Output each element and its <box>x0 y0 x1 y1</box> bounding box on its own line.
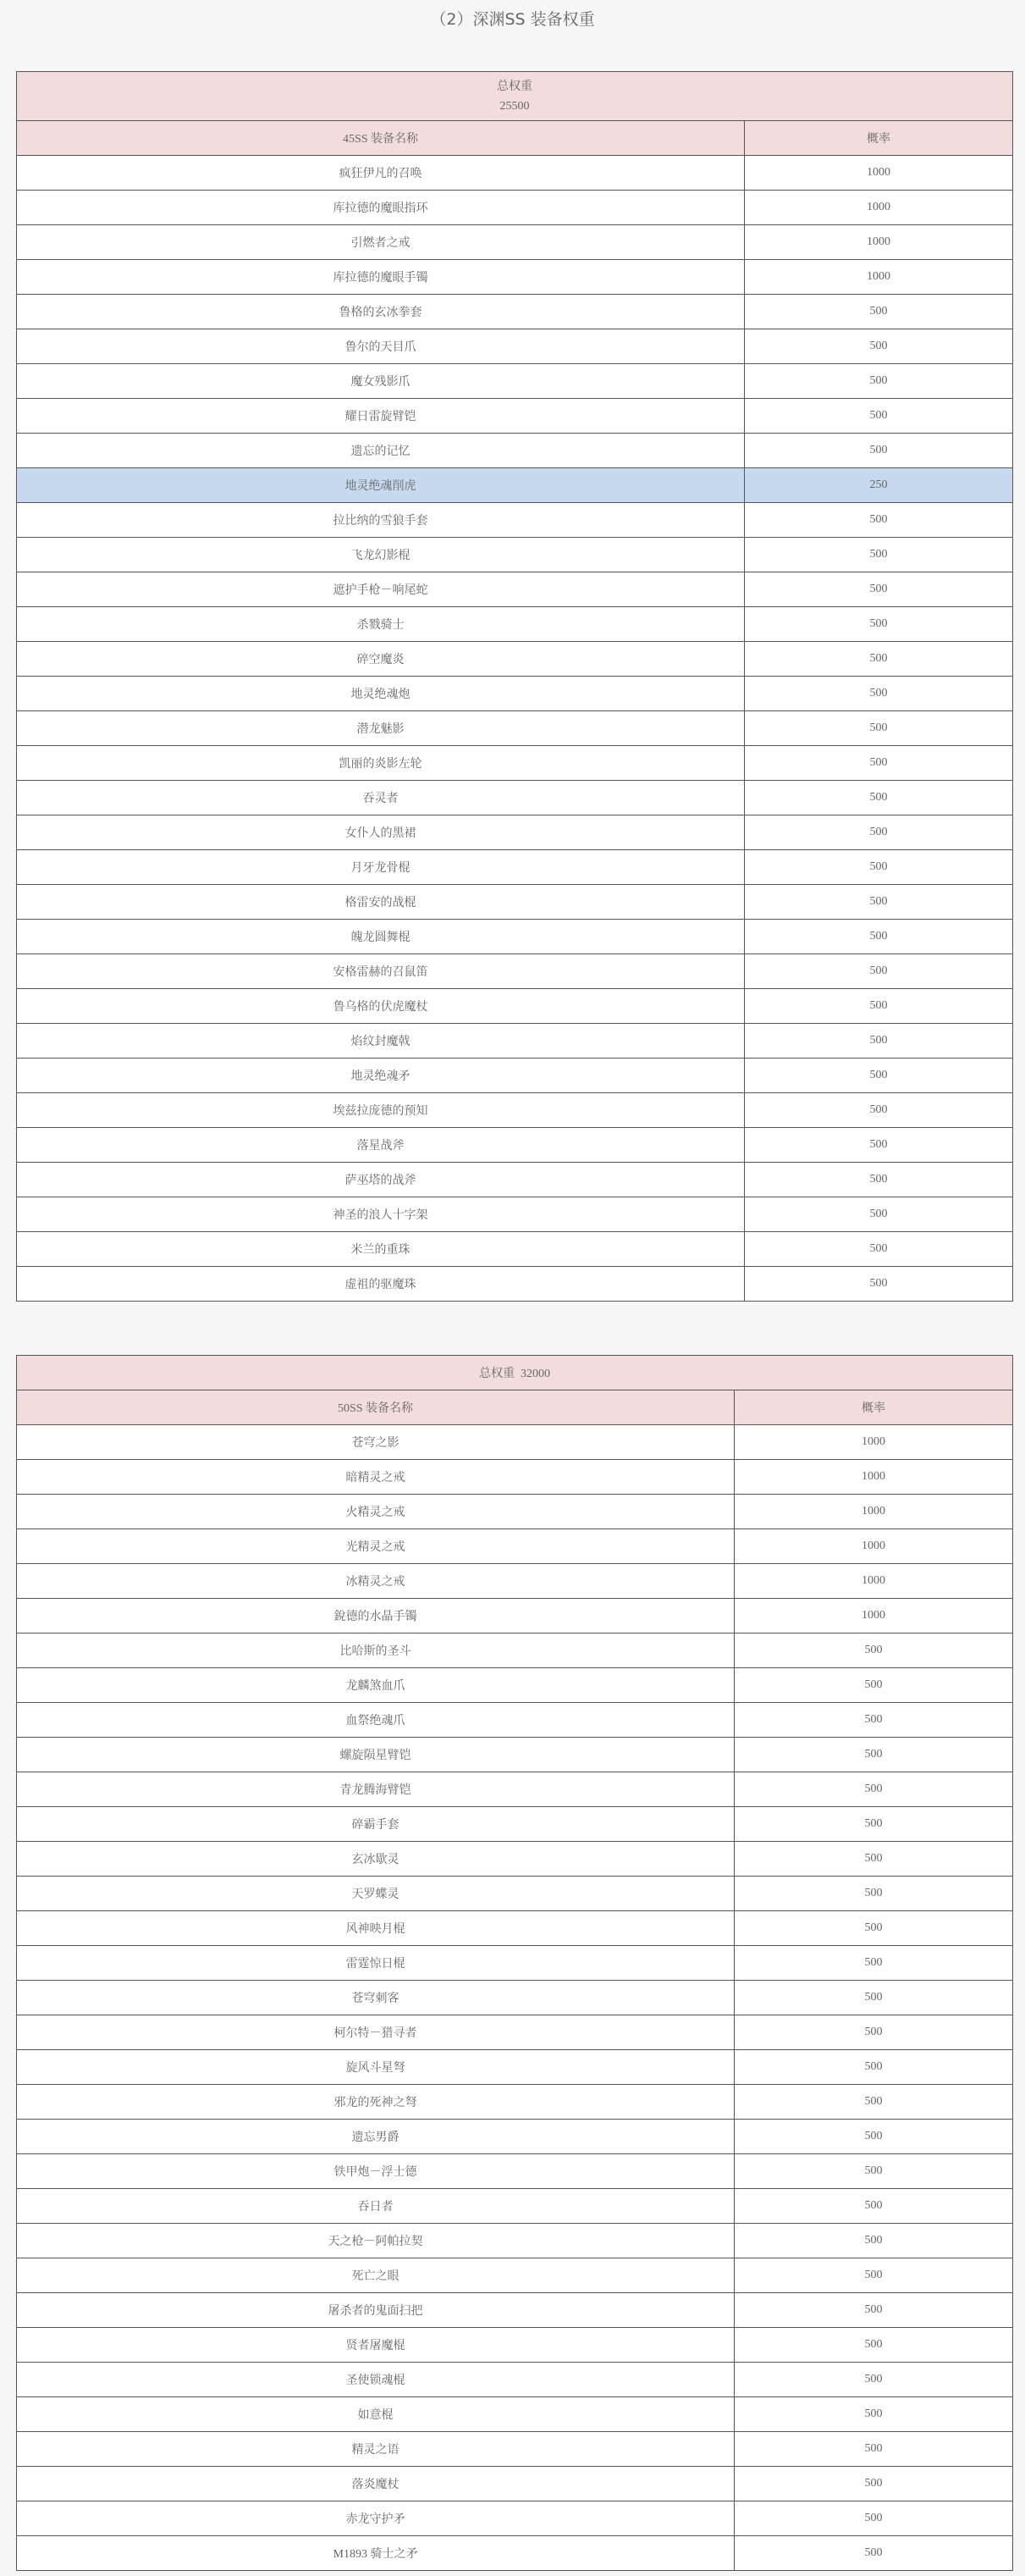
equipment-name: 贤者屠魔棍 <box>17 2328 735 2363</box>
equipment-probability: 500 <box>745 295 1013 329</box>
equipment-probability: 500 <box>745 677 1013 711</box>
table-row <box>17 885 1013 920</box>
table-row <box>17 191 1013 225</box>
table-row <box>17 746 1013 781</box>
equipment-probability: 1000 <box>735 1564 1013 1599</box>
table-row <box>17 399 1013 434</box>
equipment-name: 库拉德的魔眼手镯 <box>17 260 745 295</box>
table-row <box>17 1059 1013 1093</box>
table-row <box>17 572 1013 607</box>
equipment-name: 风神映月棍 <box>17 1911 735 1946</box>
column-header-prob: 概率 <box>735 1390 1013 1425</box>
table-row <box>17 1633 1013 1668</box>
table-row <box>17 1163 1013 1197</box>
equipment-probability: 500 <box>735 1981 1013 2015</box>
equipment-probability: 500 <box>745 1163 1013 1197</box>
equipment-probability: 1000 <box>735 1529 1013 1564</box>
total-weight-label: 总权重 <box>497 80 532 93</box>
table-row <box>17 2293 1013 2328</box>
table-row <box>17 1668 1013 1703</box>
equipment-name: 鲁尔的天目爪 <box>17 329 745 364</box>
equipment-name: 潜龙魅影 <box>17 711 745 746</box>
total-weight-row <box>17 72 1013 121</box>
equipment-name: 冰精灵之戒 <box>17 1564 735 1599</box>
equipment-name: 格雷安的战棍 <box>17 885 745 920</box>
equipment-probability: 500 <box>735 1842 1013 1877</box>
equipment-probability: 1000 <box>745 225 1013 260</box>
equipment-probability: 500 <box>735 2363 1013 2397</box>
equipment-probability: 500 <box>735 1877 1013 1911</box>
equipment-probability: 500 <box>735 2432 1013 2467</box>
equipment-name: 女仆人的黑裙 <box>17 815 745 850</box>
equipment-probability: 500 <box>745 1197 1013 1232</box>
equipment-name: 火精灵之戒 <box>17 1495 735 1529</box>
equipment-probability: 500 <box>745 503 1013 538</box>
table-row <box>17 1128 1013 1163</box>
equipment-probability: 500 <box>735 1772 1013 1807</box>
column-header-row <box>17 1390 1013 1425</box>
equipment-name: 焰纹封魔戟 <box>17 1024 745 1059</box>
table-row <box>17 1024 1013 1059</box>
equipment-probability: 500 <box>735 2189 1013 2224</box>
total-weight-cell <box>17 72 1013 121</box>
page-title: （2）深渊SS 装备权重 <box>430 10 595 29</box>
equipment-probability: 1000 <box>745 191 1013 225</box>
equipment-probability: 500 <box>735 1633 1013 1668</box>
equipment-probability: 500 <box>735 2536 1013 2571</box>
table-row <box>17 2536 1013 2571</box>
equipment-probability: 1000 <box>735 1495 1013 1529</box>
equipment-probability: 500 <box>745 885 1013 920</box>
equipment-name: 疯狂伊凡的召唤 <box>17 156 745 191</box>
equipment-probability: 500 <box>745 1128 1013 1163</box>
table-row <box>17 295 1013 329</box>
equipment-name: 虚祖的驱魔珠 <box>17 1267 745 1302</box>
equipment-probability: 500 <box>745 711 1013 746</box>
table-row <box>17 2397 1013 2432</box>
equipment-name: 圣使锁魂棍 <box>17 2363 735 2397</box>
equipment-probability: 500 <box>745 746 1013 781</box>
table-row <box>17 156 1013 191</box>
table-row <box>17 1267 1013 1302</box>
equipment-name: 拉比纳的雪狼手套 <box>17 503 745 538</box>
table-row <box>17 1197 1013 1232</box>
equipment-name: 血祭绝魂爪 <box>17 1703 735 1738</box>
equipment-name: 精灵之语 <box>17 2432 735 2467</box>
table-row <box>17 2467 1013 2501</box>
table-row <box>17 2120 1013 2154</box>
equipment-name: 安格雷赫的召鼠笛 <box>17 954 745 989</box>
equipment-name: 飞龙幻影棍 <box>17 538 745 572</box>
equipment-name: 地灵绝魂炮 <box>17 677 745 711</box>
equipment-name: 邪龙的死神之弩 <box>17 2085 735 2120</box>
equipment-probability: 500 <box>745 399 1013 434</box>
equipment-probability: 500 <box>745 920 1013 954</box>
equipment-probability: 500 <box>745 364 1013 399</box>
table-row <box>17 225 1013 260</box>
equipment-probability: 500 <box>735 1946 1013 1981</box>
equipment-name: 魔女残影爪 <box>17 364 745 399</box>
equipment-probability: 500 <box>735 2120 1013 2154</box>
table-row <box>17 1093 1013 1128</box>
equipment-probability: 250 <box>745 468 1013 503</box>
table-row <box>17 2015 1013 2050</box>
equipment-probability: 500 <box>735 2258 1013 2293</box>
equipment-probability: 500 <box>735 1668 1013 1703</box>
table-row <box>17 711 1013 746</box>
equipment-probability: 500 <box>745 1232 1013 1267</box>
table-row <box>17 781 1013 815</box>
equipment-probability: 500 <box>735 1703 1013 1738</box>
table-row <box>17 1703 1013 1738</box>
table-row <box>17 815 1013 850</box>
equipment-name: 柯尔特－猎寻者 <box>17 2015 735 2050</box>
table-row <box>17 1529 1013 1564</box>
equipment-name: 天罗蝶灵 <box>17 1877 735 1911</box>
equipment-name: 落炎魔杖 <box>17 2467 735 2501</box>
equipment-probability: 500 <box>745 989 1013 1024</box>
equipment-probability: 1000 <box>735 1599 1013 1633</box>
equipment-name: 碎霸手套 <box>17 1807 735 1842</box>
equipment-name: 比哈斯的圣斗 <box>17 1633 735 1668</box>
table-row <box>17 2189 1013 2224</box>
equipment-name: 光精灵之戒 <box>17 1529 735 1564</box>
equipment-probability: 500 <box>745 329 1013 364</box>
table-row <box>17 329 1013 364</box>
equipment-name: 引燃者之戒 <box>17 225 745 260</box>
equipment-name: 埃兹拉庞德的预知 <box>17 1093 745 1128</box>
equipment-name: 赤龙守护矛 <box>17 2501 735 2536</box>
column-header-name: 50SS 装备名称 <box>17 1390 735 1425</box>
table-row <box>17 1495 1013 1529</box>
table-row <box>17 468 1013 503</box>
total-weight-value: 25500 <box>499 99 530 113</box>
table-row <box>17 2432 1013 2467</box>
table-row <box>17 1807 1013 1842</box>
equipment-name: 凯丽的炎影左轮 <box>17 746 745 781</box>
equipment-name: 苍穹之影 <box>17 1425 735 1460</box>
table-row <box>17 2501 1013 2536</box>
table-row <box>17 2328 1013 2363</box>
equipment-name: 天之枪－阿帕拉契 <box>17 2224 735 2258</box>
equipment-probability: 500 <box>735 1807 1013 1842</box>
table-row <box>17 538 1013 572</box>
equipment-name: 鲁格的玄冰拳套 <box>17 295 745 329</box>
equipment-name: 銳德的水晶手镯 <box>17 1599 735 1633</box>
equipment-name: 遮护手枪－响尾蛇 <box>17 572 745 607</box>
equipment-name: 吞日者 <box>17 2189 735 2224</box>
equipment-probability: 500 <box>745 781 1013 815</box>
equipment-probability: 500 <box>735 2224 1013 2258</box>
table-row <box>17 1564 1013 1599</box>
equipment-probability: 500 <box>735 2050 1013 2085</box>
equipment-probability: 500 <box>745 850 1013 885</box>
total-weight-label: 总权重 <box>479 1368 515 1380</box>
equipment-probability: 500 <box>745 642 1013 677</box>
table-row <box>17 2258 1013 2293</box>
equipment-name: 碎空魔炎 <box>17 642 745 677</box>
equipment-probability: 500 <box>735 2397 1013 2432</box>
weight-table-50ss <box>16 1355 1013 2571</box>
equipment-probability: 500 <box>745 1093 1013 1128</box>
equipment-name: 神圣的浪人十字架 <box>17 1197 745 1232</box>
equipment-probability: 1000 <box>735 1425 1013 1460</box>
equipment-name: 暗精灵之戒 <box>17 1460 735 1495</box>
table-row <box>17 1599 1013 1633</box>
equipment-name: 魄龙圆舞棍 <box>17 920 745 954</box>
table-row <box>17 1877 1013 1911</box>
table-row <box>17 920 1013 954</box>
table-row <box>17 2050 1013 2085</box>
equipment-name: 耀日雷旋臂铠 <box>17 399 745 434</box>
table-row <box>17 642 1013 677</box>
total-weight-cell <box>17 1356 1013 1390</box>
equipment-name: 遗忘男爵 <box>17 2120 735 2154</box>
equipment-probability: 500 <box>745 572 1013 607</box>
equipment-probability: 500 <box>735 2501 1013 2536</box>
equipment-name: 青龙腾海臂铠 <box>17 1772 735 1807</box>
table-row <box>17 1425 1013 1460</box>
total-weight-value: 32000 <box>521 1368 550 1380</box>
table-row <box>17 364 1013 399</box>
table-row <box>17 954 1013 989</box>
equipment-probability: 500 <box>745 607 1013 642</box>
equipment-name: 吞灵者 <box>17 781 745 815</box>
equipment-probability: 500 <box>735 1738 1013 1772</box>
equipment-name: 米兰的重珠 <box>17 1232 745 1267</box>
equipment-name: 螺旋陨星臂铠 <box>17 1738 735 1772</box>
equipment-probability: 500 <box>745 434 1013 468</box>
equipment-name: 萨巫塔的战斧 <box>17 1163 745 1197</box>
weight-table-45ss <box>16 71 1013 1302</box>
table-row <box>17 1772 1013 1807</box>
equipment-probability: 500 <box>735 2328 1013 2363</box>
equipment-probability: 1000 <box>745 156 1013 191</box>
equipment-name: 玄冰歇灵 <box>17 1842 735 1877</box>
equipment-name: 雷霆惊日棍 <box>17 1946 735 1981</box>
equipment-name: 库拉德的魔眼指环 <box>17 191 745 225</box>
table-row <box>17 2224 1013 2258</box>
table-row <box>17 260 1013 295</box>
equipment-name: 杀戮骑士 <box>17 607 745 642</box>
equipment-probability: 500 <box>735 2085 1013 2120</box>
equipment-probability: 500 <box>735 2015 1013 2050</box>
table-row <box>17 989 1013 1024</box>
equipment-probability: 1000 <box>745 260 1013 295</box>
table-row <box>17 607 1013 642</box>
total-weight-row <box>17 1356 1013 1390</box>
table-row <box>17 2154 1013 2189</box>
equipment-probability: 500 <box>745 815 1013 850</box>
equipment-probability: 500 <box>735 2467 1013 2501</box>
column-header-row <box>17 121 1013 156</box>
table-row <box>17 503 1013 538</box>
column-header-prob: 概率 <box>745 121 1013 156</box>
table-row <box>17 850 1013 885</box>
table-row <box>17 677 1013 711</box>
column-header-name: 45SS 装备名称 <box>17 121 745 156</box>
table-row <box>17 2363 1013 2397</box>
equipment-name: 地灵绝魂矛 <box>17 1059 745 1093</box>
equipment-name: 鲁乌格的伏虎魔杖 <box>17 989 745 1024</box>
equipment-probability: 500 <box>745 1267 1013 1302</box>
equipment-name: 如意棍 <box>17 2397 735 2432</box>
equipment-probability: 500 <box>745 1024 1013 1059</box>
equipment-name: 月牙龙骨棍 <box>17 850 745 885</box>
table-row <box>17 1738 1013 1772</box>
table-row <box>17 2085 1013 2120</box>
equipment-name: 铁甲炮－浮士德 <box>17 2154 735 2189</box>
equipment-probability: 500 <box>735 2293 1013 2328</box>
equipment-probability: 500 <box>745 538 1013 572</box>
equipment-probability: 500 <box>735 1911 1013 1946</box>
equipment-name: 苍穹刺客 <box>17 1981 735 2015</box>
equipment-name: 地灵绝魂削虎 <box>17 468 745 503</box>
table-row <box>17 1946 1013 1981</box>
equipment-name: M1893 骑士之矛 <box>17 2536 735 2571</box>
table-row <box>17 1911 1013 1946</box>
equipment-name: 落星战斧 <box>17 1128 745 1163</box>
table-row <box>17 1460 1013 1495</box>
equipment-probability: 500 <box>745 954 1013 989</box>
equipment-name: 龙麟煞血爪 <box>17 1668 735 1703</box>
table-row <box>17 1842 1013 1877</box>
equipment-name: 遗忘的记忆 <box>17 434 745 468</box>
table-row <box>17 434 1013 468</box>
equipment-probability: 500 <box>745 1059 1013 1093</box>
equipment-probability: 1000 <box>735 1460 1013 1495</box>
equipment-name: 死亡之眼 <box>17 2258 735 2293</box>
equipment-probability: 500 <box>735 2154 1013 2189</box>
table-row <box>17 1981 1013 2015</box>
equipment-name: 旋风斗星弩 <box>17 2050 735 2085</box>
table-row <box>17 1232 1013 1267</box>
equipment-name: 屠杀者的鬼面扫把 <box>17 2293 735 2328</box>
